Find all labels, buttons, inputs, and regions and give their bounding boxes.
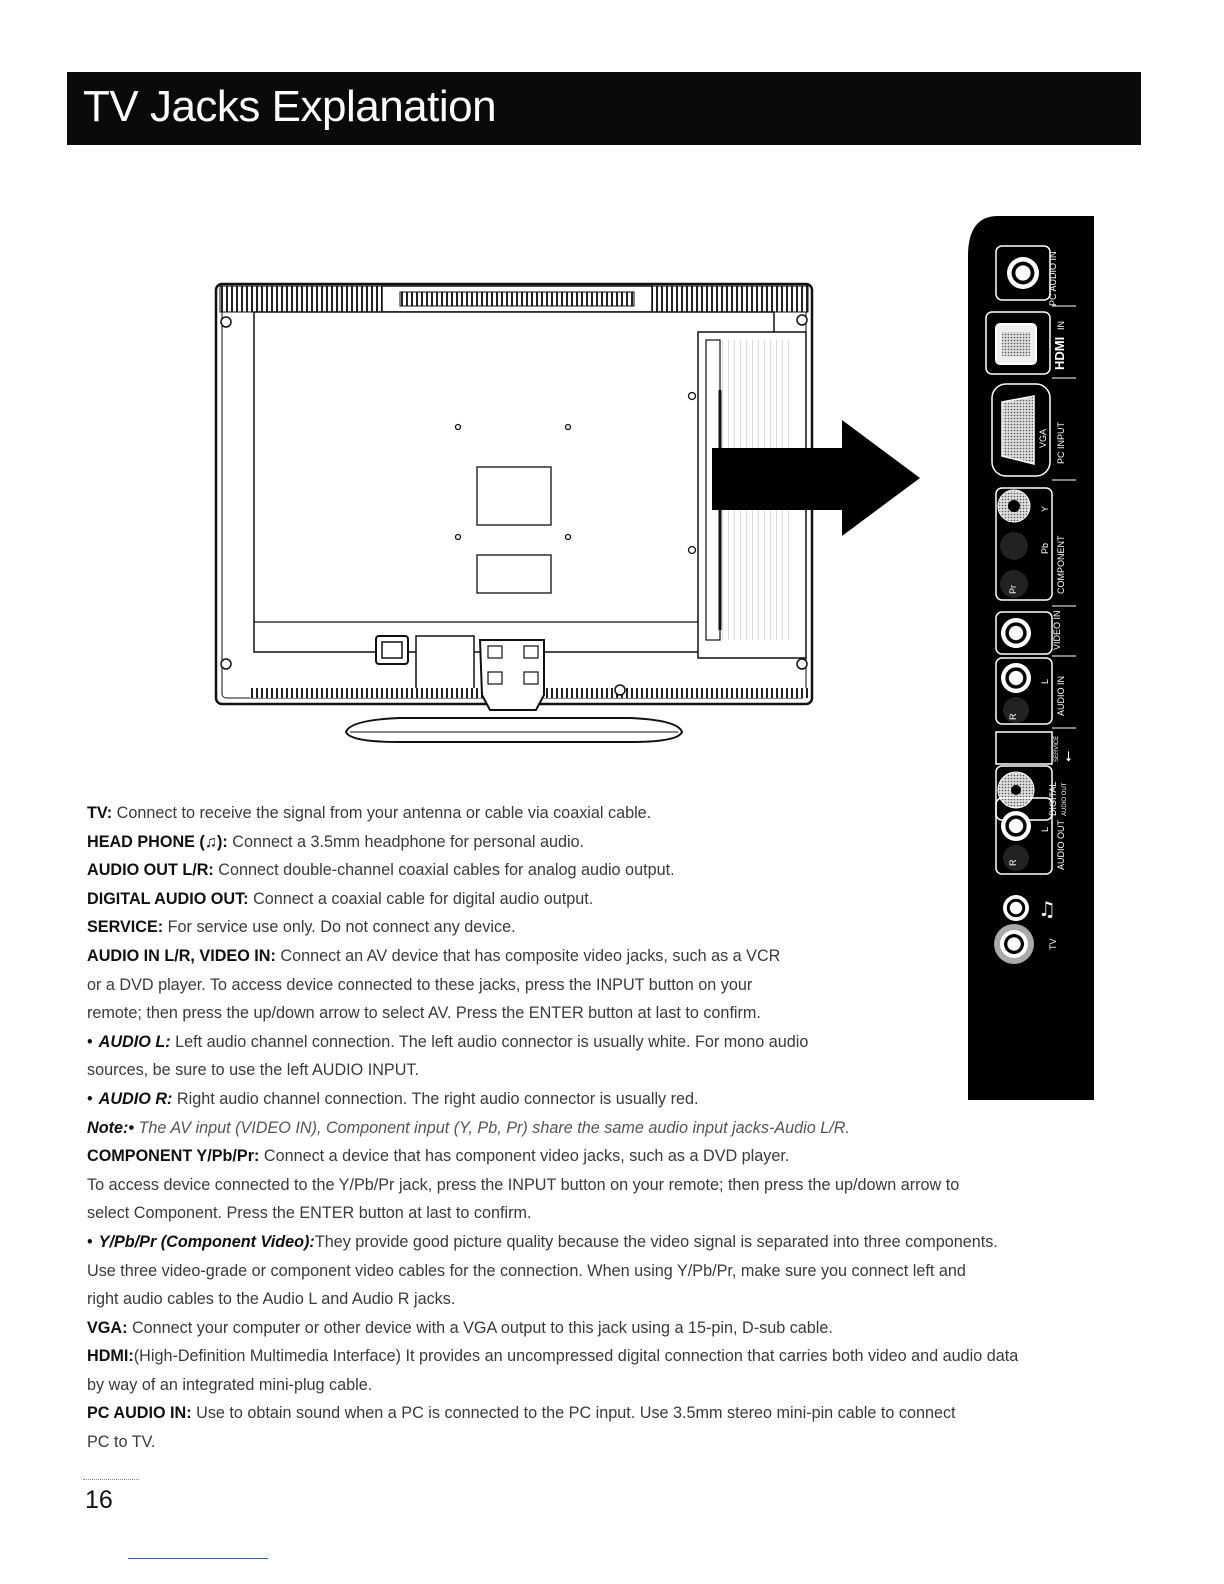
component-y-label: Y [1040,505,1050,512]
pc-audio-in-label: PC AUDIO IN [1048,251,1058,306]
service-label: SERVICE [1054,735,1060,762]
footer-divider [83,1479,139,1480]
audio-out-r-label: R [1008,859,1018,866]
page-title: TV Jacks Explanation [83,82,497,131]
hdmi-in-label: IN [1056,321,1066,330]
desc-component: COMPONENT Y/Pb/Pr: Connect a device that has component video jacks, such as a DVD player. [87,1147,790,1166]
page-number: 16 [85,1486,113,1514]
audio-out-l-label: L [1040,826,1050,832]
arrow-icon [712,420,924,540]
desc-digital-audio-out: DIGITAL AUDIO OUT: Connect a coaxial cable for digital audio output. [87,889,594,908]
desc-audio-r: • AUDIO R: Right audio channel connection. The right audio connector is usually red. [87,1089,699,1108]
desc-service: SERVICE: For service use only. Do not connect any device. [87,918,516,937]
audio-in-l-jack [1001,663,1031,693]
tv-label: TV [1048,938,1058,950]
vga-port [1002,396,1034,464]
pc-input-label: PC INPUT [1056,421,1066,464]
bottom-divider [128,1558,268,1559]
audio-out-label: AUDIO OUT [1056,819,1066,870]
component-pb-label: Pb [1040,542,1050,554]
usb-icon: ⭠ [1060,750,1076,762]
headphone-icon: ♫ [1038,897,1056,921]
desc-pc-audio-in: PC AUDIO IN: Use to obtain sound when a PC is connected to the PC input. Use 3.5mm stereo mini-pin cable to connect [87,1404,956,1423]
component-label: COMPONENT [1056,535,1066,594]
headphone-icon: ♫ [204,832,217,851]
digital-audio-out-label: AUDIO OUT [1062,782,1068,816]
svg-text:HDMI: HDMI [1052,336,1067,370]
jacks-description: TV: Connect to receive the signal from your antenna or cable via coaxial cable. HEAD PHONE (♫): Connect a 3.5mm headphone for personal audio. AUDIO OUT L/R: Connect double-channel coaxial cables for analog audio output. DIGITAL AUDIO OUT: Connect a coaxial cable for digital audio output. SERVICE: For service use only. Do not connect any device. AUDIO IN L/R, VIDEO IN: Connect an AV device that has composite video jacks, such as a VCR or a DVD player. To access device connected to these jacks, press the INPUT button on your remote; then press the up/down arrow to select AV. Press the ENTER button at last to confirm. • AUDIO L: Left audio channel connection. The left audio connector is usually white. For mono audio sources, be sure to use the left AUDIO INPUT. • AUDIO R: Right audio channel connection. The right audio connector is usually red. Note:• The AV input (VIDEO IN), Component input (Y, Pb, Pr) share the same audio input jacks-Audio L/R. COMPONENT Y/Pb/Pr: Connect a device that has component video jacks, such as a DVD player. To access device connected to the Y/Pb/Pr jack, press the INPUT button on your remote; then press the up/down arrow to select Component. Press the ENTER button at last to confirm. • Y/Pb/Pr (Component Video):They provide good picture quality because the video signal is separated into three components. Use three video-grade or component video cables for the connection. When using Y/Pb/Pr, make sure you connect left and right audio cables to the Audio L and Audio R jacks. VGA: Connect your computer or other device with a VGA output to this jack using a 15-pin, D-sub cable. HDMI:(High-Definition Multimedia Interface) It provides an uncompressed digital connection that carries both video and audio data by way of an integrated mini-plug cable. PC AUDIO IN: Use to obtain sound when a PC is connected to the PC input. Use 3.5mm stereo mini-pin cable to connect PC to TV. [87,799,1147,1457]
desc-ypbpr: • Y/Pb/Pr (Component Video):They provide good picture quality because the video signal is separated into three components. [87,1232,998,1251]
header-bar [67,72,1141,145]
desc-vga: VGA: Connect your computer or other device with a VGA output to this jack using a 15-pin, D-sub cable. [87,1318,833,1337]
service-port [996,732,1052,764]
vga-label: VGA [1038,428,1048,448]
audio-in-r-label: R [1008,713,1018,720]
desc-audio-out: AUDIO OUT L/R: Connect double-channel coaxial cables for analog audio output. [87,861,675,880]
desc-note: Note:• The AV input (VIDEO IN), Component input (Y, Pb, Pr) share the same audio input jacks-Audio L/R. [87,1118,850,1137]
video-in-label: VIDEO IN [1052,610,1062,650]
component-pr-label: Pr [1008,585,1018,594]
desc-audio-l: • AUDIO L: Left audio channel connection. The left audio connector is usually white. For mono audio [87,1032,809,1051]
digital-label: DIGITAL [1048,781,1058,816]
desc-hdmi: HDMI:(High-Definition Multimedia Interface) It provides an uncompressed digital connection that carries both video and audio data [87,1347,1019,1366]
desc-headphone: HEAD PHONE (♫): Connect a 3.5mm headphone for personal audio. [87,832,585,851]
desc-audio-in: AUDIO IN L/R, VIDEO IN: Connect an AV device that has composite video jacks, such as a VCR [87,946,781,965]
audio-in-label: AUDIO IN [1056,675,1066,716]
pc-audio-jack [1007,257,1039,289]
video-in-jack [1001,618,1031,648]
desc-tv: TV: Connect to receive the signal from your antenna or cable via coaxial cable. [87,804,652,822]
audio-in-l-label: L [1040,678,1050,684]
